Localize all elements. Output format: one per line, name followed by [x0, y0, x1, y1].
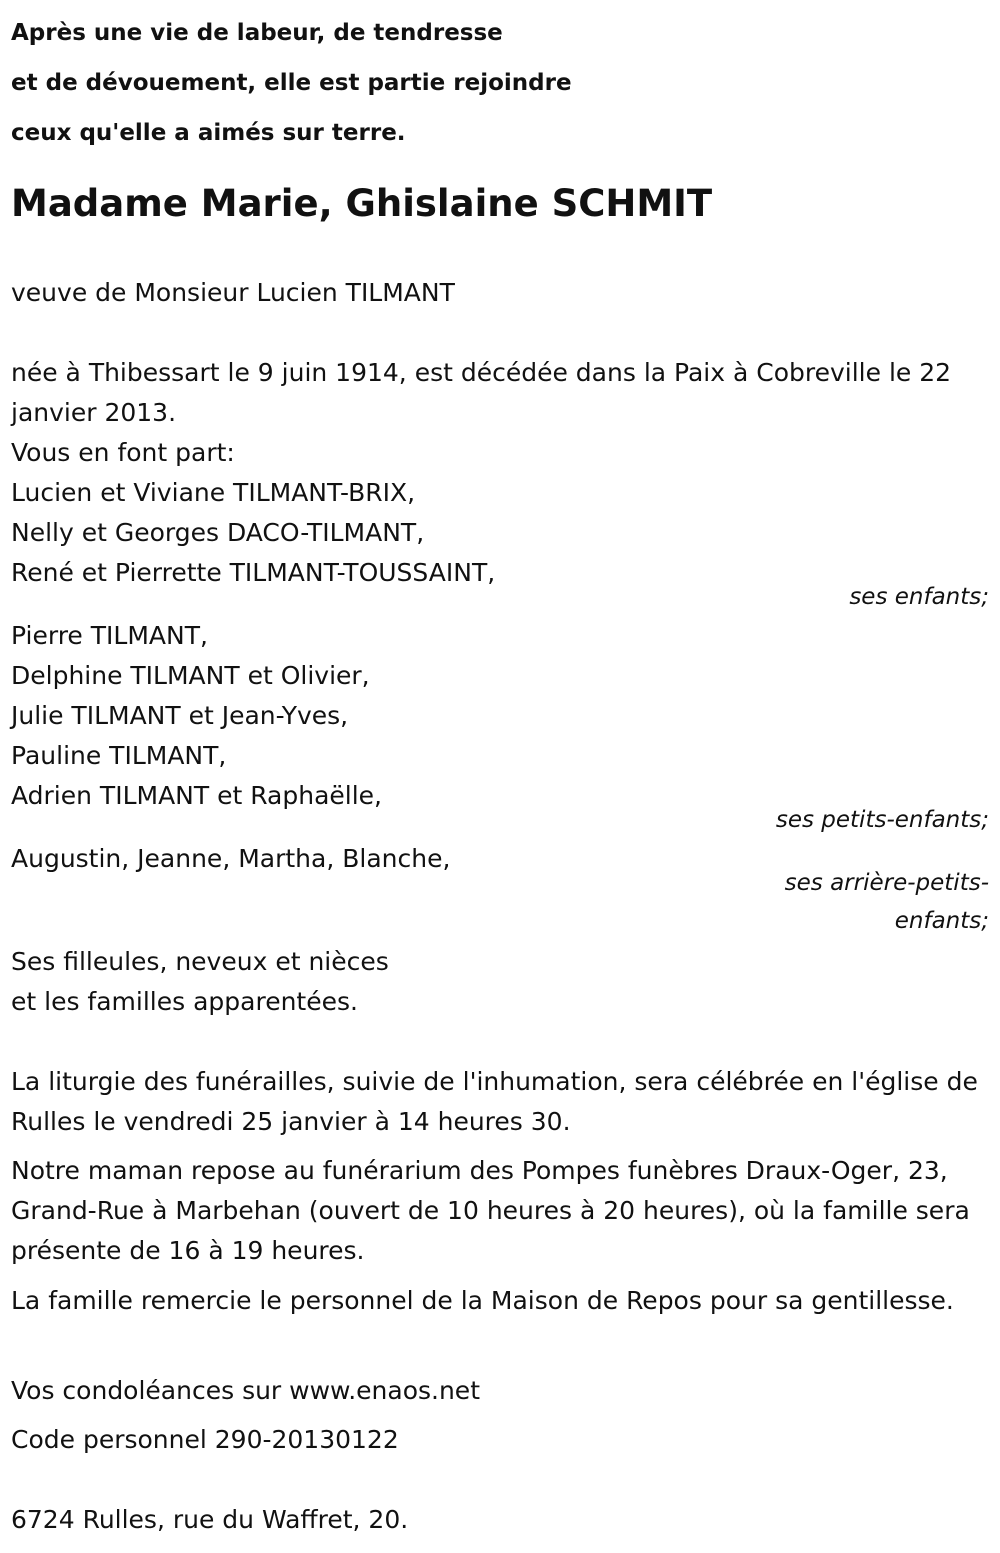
grandchild-line: Pierre TILMANT,: [11, 621, 208, 650]
deceased-name: Madame Marie, Ghislaine SCHMIT: [11, 182, 713, 225]
thanks-paragraph: [11, 1281, 991, 1321]
condolences-text: Vos condoléances sur www.enaos.net: [11, 1376, 480, 1405]
intro-line-3: ceux qu'elle a aimés sur terre.: [11, 120, 406, 146]
announce-text: Vous en font part:: [11, 438, 235, 467]
code-paragraph: [11, 1420, 991, 1460]
children-role: [11, 578, 991, 616]
grandchildren-list: [11, 616, 991, 816]
grandchildren-role: [11, 801, 991, 839]
other-relatives-line: Ses filleules, neveux et nièces: [11, 947, 389, 976]
child-line: René et Pierrette TILMANT-TOUSSAINT,: [11, 558, 496, 587]
widow-of-text: veuve de Monsieur Lucien TILMANT: [11, 278, 455, 307]
children-list: [11, 473, 991, 593]
great-grandchildren-role-line-1: ses arrière-petits-: [784, 870, 989, 896]
address-text: 6724 Rulles, rue du Waffret, 20.: [11, 1505, 409, 1534]
address-paragraph: [11, 1500, 991, 1540]
great-grandchildren-role: [11, 864, 991, 940]
obituary-page: [11, 0, 991, 1534]
grandchild-line: Julie TILMANT et Jean-Yves,: [11, 701, 349, 730]
liturgy-text: La liturgie des funérailles, suivie de l'inhumation, sera célébrée en l'église de Rulles le vendredi 25 janvier à 14 heures 30.: [11, 1067, 978, 1136]
child-line: Nelly et Georges DACO-TILMANT,: [11, 518, 425, 547]
personal-code-text: Code personnel 290-20130122: [11, 1425, 399, 1454]
intro-line-2: et de dévouement, elle est partie rejoindre: [11, 70, 572, 96]
widow-of: [11, 273, 991, 313]
liturgy-paragraph: [11, 1062, 991, 1142]
great-grandchildren-text: Augustin, Jeanne, Martha, Blanche,: [11, 844, 451, 873]
grandchildren-role-label: ses petits-enfants;: [775, 807, 989, 833]
intro-line-1: Après une vie de labeur, de tendresse: [11, 20, 503, 46]
other-relatives: [11, 942, 991, 1022]
children-role-label: ses enfants;: [849, 584, 989, 610]
grandchild-line: Pauline TILMANT,: [11, 741, 227, 770]
grandchild-line: Delphine TILMANT et Olivier,: [11, 661, 370, 690]
grandchild-line: Adrien TILMANT et Raphaëlle,: [11, 781, 382, 810]
funerarium-paragraph: [11, 1151, 991, 1271]
family-announcement: [11, 353, 991, 593]
great-grandchildren-role-line-2: enfants;: [894, 908, 989, 934]
other-relatives-line: et les familles apparentées.: [11, 987, 358, 1016]
intro-text: [11, 0, 991, 158]
birth-death-text: née à Thibessart le 9 juin 1914, est décédée dans la Paix à Cobreville le 22 janvier 2013.: [11, 358, 952, 427]
child-line: Lucien et Viviane TILMANT-BRIX,: [11, 478, 416, 507]
thanks-text: La famille remercie le personnel de la Maison de Repos pour sa gentillesse.: [11, 1286, 954, 1315]
condolences-paragraph: [11, 1371, 991, 1411]
funerarium-text: Notre maman repose au funérarium des Pompes funèbres Draux-Oger, 23, Grand-Rue à Marbehan (ouvert de 10 heures à 20 heures), où la famille sera présente de 16 à 19 heures.: [11, 1156, 970, 1265]
